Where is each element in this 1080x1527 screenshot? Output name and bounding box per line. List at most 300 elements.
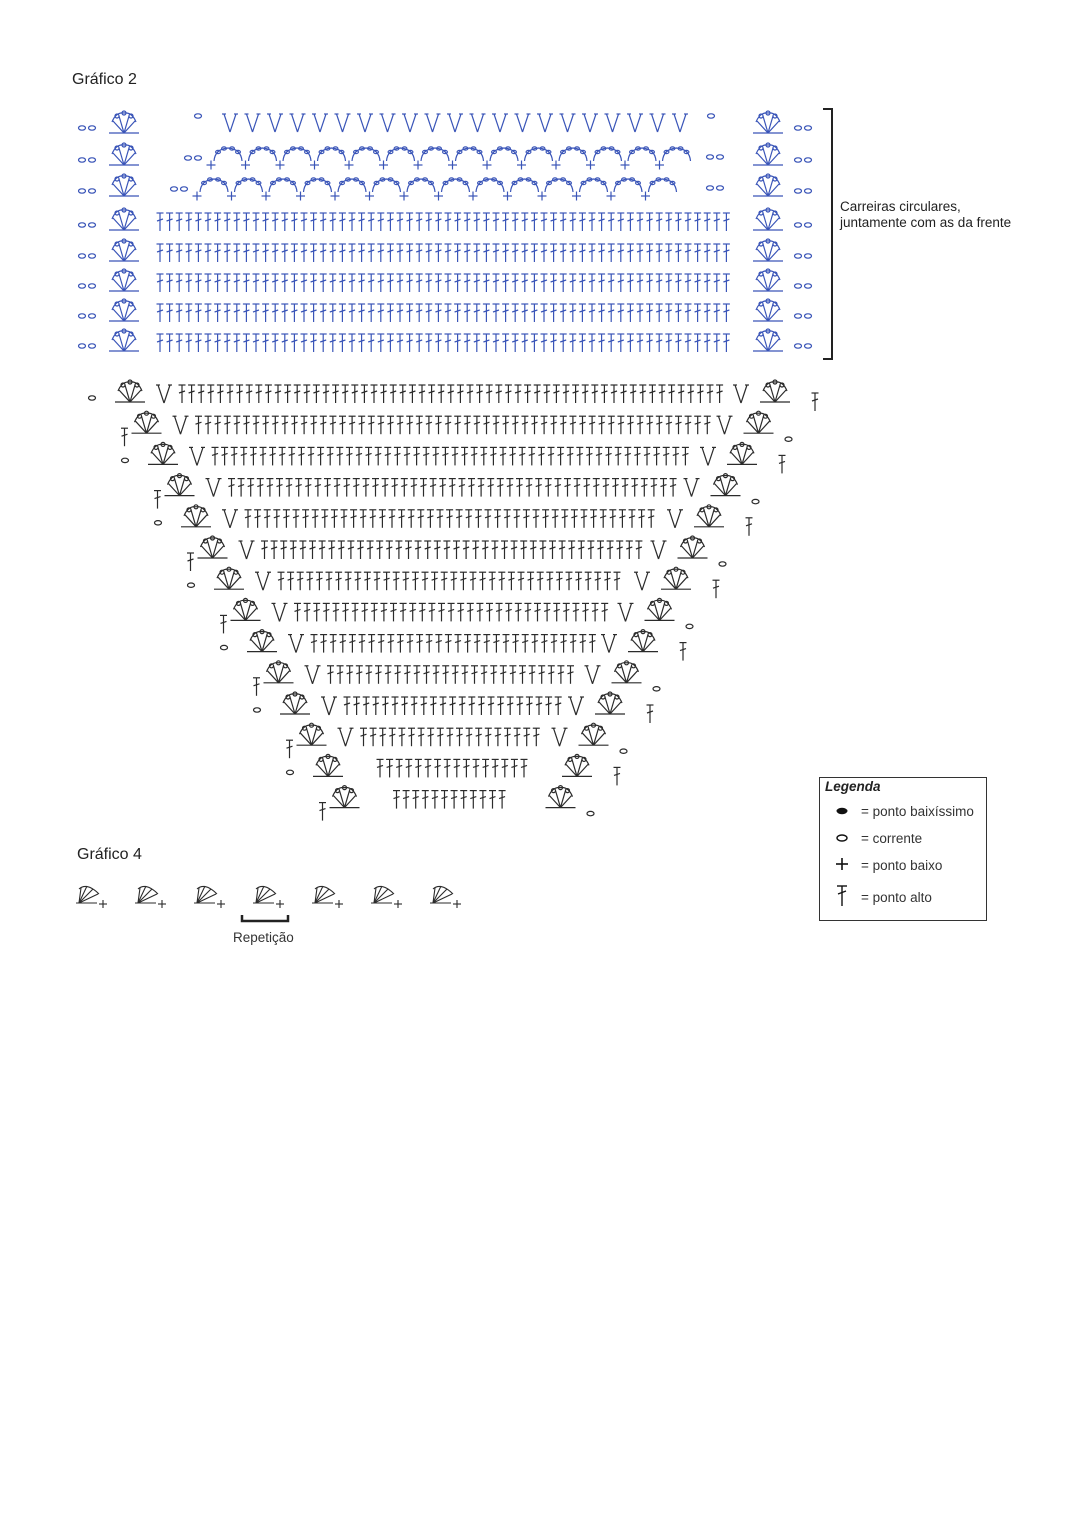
double-crochet	[286, 479, 293, 497]
double-crochet	[779, 455, 786, 473]
double-crochet	[589, 416, 596, 434]
double-crochet	[704, 416, 711, 434]
single-crochet	[276, 161, 285, 170]
double-crochet	[301, 244, 308, 262]
single-crochet	[241, 161, 250, 170]
double-crochet	[481, 666, 488, 684]
v-stitch	[402, 114, 418, 132]
chain-stitch	[795, 344, 802, 348]
v-stitch	[290, 114, 306, 132]
double-crochet	[425, 213, 432, 231]
double-crochet	[575, 572, 582, 590]
double-crochet	[464, 244, 471, 262]
double-crochet	[592, 603, 599, 621]
double-crochet	[456, 510, 463, 528]
double-crochet	[329, 244, 336, 262]
double-crochet	[253, 678, 260, 696]
chain-stitch	[79, 223, 86, 227]
chain-stitch	[717, 186, 724, 190]
shell-stitch	[194, 886, 225, 908]
double-crochet	[279, 447, 286, 465]
single-crochet	[296, 192, 305, 201]
double-crochet	[454, 416, 461, 434]
double-crochet	[358, 334, 365, 352]
fan-stitch	[109, 111, 139, 133]
double-crochet	[497, 479, 504, 497]
double-crochet	[400, 603, 407, 621]
double-crochet	[176, 334, 183, 352]
double-crochet	[308, 447, 315, 465]
chain-stitch	[795, 126, 802, 130]
double-crochet	[494, 728, 501, 746]
double-crochet	[521, 759, 528, 777]
double-crochet	[273, 510, 280, 528]
double-crochet	[569, 213, 576, 231]
double-crochet	[556, 572, 563, 590]
double-crochet	[217, 385, 224, 403]
double-crochet	[624, 447, 631, 465]
double-crochet	[685, 334, 692, 352]
double-crochet	[626, 541, 633, 559]
double-crochet	[478, 697, 485, 715]
double-crochet	[343, 479, 350, 497]
double-crochet	[713, 334, 720, 352]
double-crochet	[347, 541, 354, 559]
double-crochet	[531, 416, 538, 434]
double-crochet	[437, 728, 444, 746]
double-crochet	[675, 416, 682, 434]
chain-stitch	[719, 562, 726, 566]
double-crochet	[358, 213, 365, 231]
double-crochet	[397, 304, 404, 322]
shell-stitch	[430, 886, 461, 908]
double-crochet	[288, 447, 295, 465]
double-crochet	[454, 213, 461, 231]
double-crochet	[377, 304, 384, 322]
double-crochet	[306, 572, 313, 590]
double-crochet	[339, 213, 346, 231]
chain-stitch	[707, 186, 714, 190]
double-crochet	[591, 385, 598, 403]
double-crochet	[531, 304, 538, 322]
chain-stitch	[79, 158, 86, 162]
double-crochet	[425, 334, 432, 352]
double-crochet	[502, 274, 509, 292]
double-crochet	[637, 416, 644, 434]
double-crochet	[319, 803, 326, 821]
double-crochet	[464, 635, 471, 653]
chain-stitch	[155, 521, 162, 525]
double-crochet	[560, 213, 567, 231]
double-crochet	[176, 304, 183, 322]
double-crochet	[404, 666, 411, 684]
double-crochet	[473, 334, 480, 352]
double-crochet	[361, 385, 368, 403]
chain-stitch	[188, 583, 195, 587]
double-crochet	[463, 541, 470, 559]
v-stitch	[239, 541, 255, 559]
double-crochet	[487, 479, 494, 497]
double-crochet	[598, 244, 605, 262]
double-crochet	[329, 416, 336, 434]
fan-stitch	[711, 474, 741, 496]
v-stitch	[206, 479, 222, 497]
double-crochet	[541, 635, 548, 653]
double-crochet	[408, 728, 415, 746]
double-crochet	[427, 510, 434, 528]
double-crochet	[253, 274, 260, 292]
double-crochet	[426, 635, 433, 653]
double-crochet	[569, 304, 576, 322]
double-crochet	[480, 447, 487, 465]
double-crochet	[589, 274, 596, 292]
double-crochet	[253, 304, 260, 322]
v-stitch	[585, 666, 601, 684]
v-stitch	[492, 114, 508, 132]
fan-stitch	[109, 299, 139, 321]
double-crochet	[317, 447, 324, 465]
double-crochet	[224, 213, 231, 231]
double-crochet	[409, 385, 416, 403]
double-crochet	[435, 635, 442, 653]
double-crochet	[466, 728, 473, 746]
double-crochet	[382, 479, 389, 497]
double-crochet	[246, 385, 253, 403]
double-crochet	[521, 213, 528, 231]
v-stitch	[733, 385, 749, 403]
double-crochet	[589, 213, 596, 231]
double-crochet	[464, 274, 471, 292]
double-crochet	[434, 759, 441, 777]
double-crochet	[262, 416, 269, 434]
double-crochet	[287, 572, 294, 590]
chain-arch	[594, 147, 622, 161]
double-crochet	[335, 572, 342, 590]
double-crochet	[561, 510, 568, 528]
double-crochet	[505, 385, 512, 403]
double-crochet	[324, 479, 331, 497]
double-crochet	[637, 244, 644, 262]
double-crochet	[349, 213, 356, 231]
double-crochet	[261, 541, 268, 559]
fan-stitch	[297, 723, 327, 745]
chain-stitch	[287, 770, 294, 774]
double-crochet	[409, 603, 416, 621]
double-crochet	[349, 244, 356, 262]
double-crochet	[310, 304, 317, 322]
double-crochet	[377, 274, 384, 292]
double-crochet	[166, 304, 173, 322]
double-crochet	[665, 334, 672, 352]
double-crochet	[278, 572, 285, 590]
double-crochet	[349, 416, 356, 434]
double-crochet	[157, 334, 164, 352]
v-stitch	[245, 114, 261, 132]
double-crochet	[569, 416, 576, 434]
double-crochet	[276, 479, 283, 497]
double-crochet	[470, 572, 477, 590]
double-crochet	[392, 697, 399, 715]
double-crochet	[637, 213, 644, 231]
double-crochet	[471, 447, 478, 465]
double-crochet	[483, 244, 490, 262]
double-crochet	[376, 541, 383, 559]
v-stitch	[380, 114, 396, 132]
double-crochet	[512, 416, 519, 434]
double-crochet	[290, 541, 297, 559]
v-stitch	[667, 510, 683, 528]
double-crochet	[166, 213, 173, 231]
double-crochet	[559, 541, 566, 559]
double-crochet	[460, 572, 467, 590]
fan-stitch	[579, 723, 609, 745]
double-crochet	[253, 416, 260, 434]
double-crochet	[396, 759, 403, 777]
double-crochet	[205, 274, 212, 292]
single-crochet	[641, 192, 650, 201]
double-crochet	[516, 697, 523, 715]
double-crochet	[379, 728, 386, 746]
chain-stitch	[195, 114, 202, 118]
bracket-note-line2: juntamente com as da frente	[840, 215, 1012, 230]
double-crochet	[329, 213, 336, 231]
double-crochet	[694, 213, 701, 231]
legend-title: Legenda	[825, 779, 881, 794]
double-crochet	[501, 541, 508, 559]
double-crochet	[377, 334, 384, 352]
chain-stitch	[181, 187, 188, 191]
v-stitch	[634, 572, 650, 590]
double-crochet	[449, 479, 456, 497]
double-crochet	[353, 479, 360, 497]
double-crochet	[578, 541, 585, 559]
double-crochet	[550, 304, 557, 322]
chain-stitch	[653, 687, 660, 691]
double-crochet	[394, 447, 401, 465]
double-crochet	[166, 334, 173, 352]
double-crochet	[262, 304, 269, 322]
double-crochet	[262, 334, 269, 352]
single-crochet	[607, 192, 616, 201]
double-crochet	[411, 697, 418, 715]
double-crochet	[195, 416, 202, 434]
chain-stitch	[185, 156, 192, 160]
v-stitch	[357, 114, 373, 132]
double-crochet	[641, 479, 648, 497]
double-crochet	[485, 728, 492, 746]
double-crochet	[353, 697, 360, 715]
double-crochet	[415, 541, 422, 559]
chain-stitch	[805, 314, 812, 318]
double-crochet	[425, 759, 432, 777]
double-crochet	[675, 213, 682, 231]
double-crochet	[538, 666, 545, 684]
double-crochet	[205, 304, 212, 322]
double-crochet	[262, 213, 269, 231]
double-crochet	[704, 304, 711, 322]
fan-stitch	[264, 661, 294, 683]
double-crochet	[435, 416, 442, 434]
double-crochet	[291, 416, 298, 434]
fan-stitch	[280, 692, 310, 714]
double-crochet	[563, 385, 570, 403]
double-crochet	[567, 447, 574, 465]
chain-stitch	[805, 158, 812, 162]
double-crochet	[255, 385, 262, 403]
double-crochet	[656, 416, 663, 434]
double-crochet	[453, 759, 460, 777]
double-crochet	[368, 213, 375, 231]
double-crochet	[511, 541, 518, 559]
chain-stitch	[795, 189, 802, 193]
double-crochet	[523, 728, 530, 746]
double-crochet	[326, 572, 333, 590]
double-crochet	[694, 416, 701, 434]
double-crochet	[368, 244, 375, 262]
double-crochet	[483, 334, 490, 352]
double-crochet	[505, 603, 512, 621]
double-crochet	[598, 304, 605, 322]
double-crochet	[552, 510, 559, 528]
double-crochet	[627, 274, 634, 292]
chain-arch	[249, 147, 277, 161]
double-crochet	[334, 479, 341, 497]
double-crochet	[627, 334, 634, 352]
double-crochet	[608, 334, 615, 352]
chain-arch	[200, 178, 228, 192]
double-crochet	[195, 244, 202, 262]
v-stitch	[156, 385, 172, 403]
double-crochet	[399, 385, 406, 403]
double-crochet	[397, 213, 404, 231]
double-crochet	[386, 759, 393, 777]
double-crochet	[253, 213, 260, 231]
double-crochet	[560, 416, 567, 434]
v-stitch	[560, 114, 576, 132]
double-crochet	[294, 603, 301, 621]
double-crochet	[280, 541, 287, 559]
double-crochet	[598, 213, 605, 231]
double-crochet	[320, 334, 327, 352]
double-crochet	[509, 447, 516, 465]
double-crochet	[685, 244, 692, 262]
v-stitch	[338, 728, 354, 746]
double-crochet	[557, 666, 564, 684]
double-crochet	[560, 304, 567, 322]
double-crochet	[541, 304, 548, 322]
double-crochet	[659, 385, 666, 403]
double-crochet	[332, 603, 339, 621]
double-crochet	[428, 603, 435, 621]
double-crochet	[541, 334, 548, 352]
double-crochet	[378, 635, 385, 653]
double-crochet	[627, 416, 634, 434]
double-crochet	[524, 385, 531, 403]
double-crochet	[445, 304, 452, 322]
double-crochet	[665, 304, 672, 322]
double-crochet	[663, 447, 670, 465]
v-stitch	[684, 479, 700, 497]
chain-arch	[663, 147, 691, 161]
double-crochet	[637, 334, 644, 352]
double-crochet	[454, 334, 461, 352]
chain-stitch	[795, 284, 802, 288]
shell-stitch	[253, 886, 284, 908]
fan-stitch	[753, 174, 783, 196]
double-crochet	[224, 416, 231, 434]
double-crochet	[272, 416, 279, 434]
fan-stitch	[231, 598, 261, 620]
single-crochet	[448, 161, 457, 170]
double-crochet	[243, 416, 250, 434]
double-crochet	[427, 728, 434, 746]
double-crochet	[198, 385, 205, 403]
double-crochet	[236, 385, 243, 403]
double-crochet	[521, 274, 528, 292]
double-crochet	[512, 304, 519, 322]
double-crochet	[286, 740, 293, 758]
double-crochet	[590, 510, 597, 528]
double-crochet	[542, 510, 549, 528]
double-crochet	[494, 510, 501, 528]
double-crochet	[387, 635, 394, 653]
double-crochet	[447, 385, 454, 403]
double-crochet	[188, 385, 195, 403]
chain-stitch	[195, 156, 202, 160]
double-crochet	[637, 274, 644, 292]
double-crochet	[310, 213, 317, 231]
double-crochet	[685, 416, 692, 434]
v-stitch	[255, 572, 271, 590]
single-crochet	[379, 161, 388, 170]
double-crochet	[471, 666, 478, 684]
double-crochet	[549, 541, 556, 559]
double-crochet	[361, 603, 368, 621]
v-stitch	[267, 114, 283, 132]
chain-arch	[511, 178, 539, 192]
double-crochet	[425, 244, 432, 262]
double-crochet	[313, 603, 320, 621]
double-crochet	[502, 334, 509, 352]
double-crochet	[272, 334, 279, 352]
double-crochet	[617, 334, 624, 352]
double-crochet	[402, 572, 409, 590]
double-crochet	[349, 274, 356, 292]
double-crochet	[406, 274, 413, 292]
double-crochet	[656, 304, 663, 322]
chain-stitch	[254, 708, 261, 712]
double-crochet	[543, 385, 550, 403]
chain-stitch	[89, 223, 96, 227]
double-crochet	[458, 479, 465, 497]
double-crochet	[416, 213, 423, 231]
double-crochet	[812, 393, 819, 411]
double-crochet	[380, 385, 387, 403]
double-crochet	[179, 385, 186, 403]
double-crochet	[271, 541, 278, 559]
double-crochet	[464, 304, 471, 322]
double-crochet	[379, 510, 386, 528]
legend-label: = ponto baixo	[861, 858, 943, 873]
chain-stitch	[587, 811, 594, 815]
double-crochet	[716, 385, 723, 403]
double-crochet	[393, 791, 400, 809]
double-crochet	[516, 479, 523, 497]
single-crochet	[207, 161, 216, 170]
double-crochet	[593, 479, 600, 497]
double-crochet	[678, 385, 685, 403]
double-crochet	[519, 666, 526, 684]
